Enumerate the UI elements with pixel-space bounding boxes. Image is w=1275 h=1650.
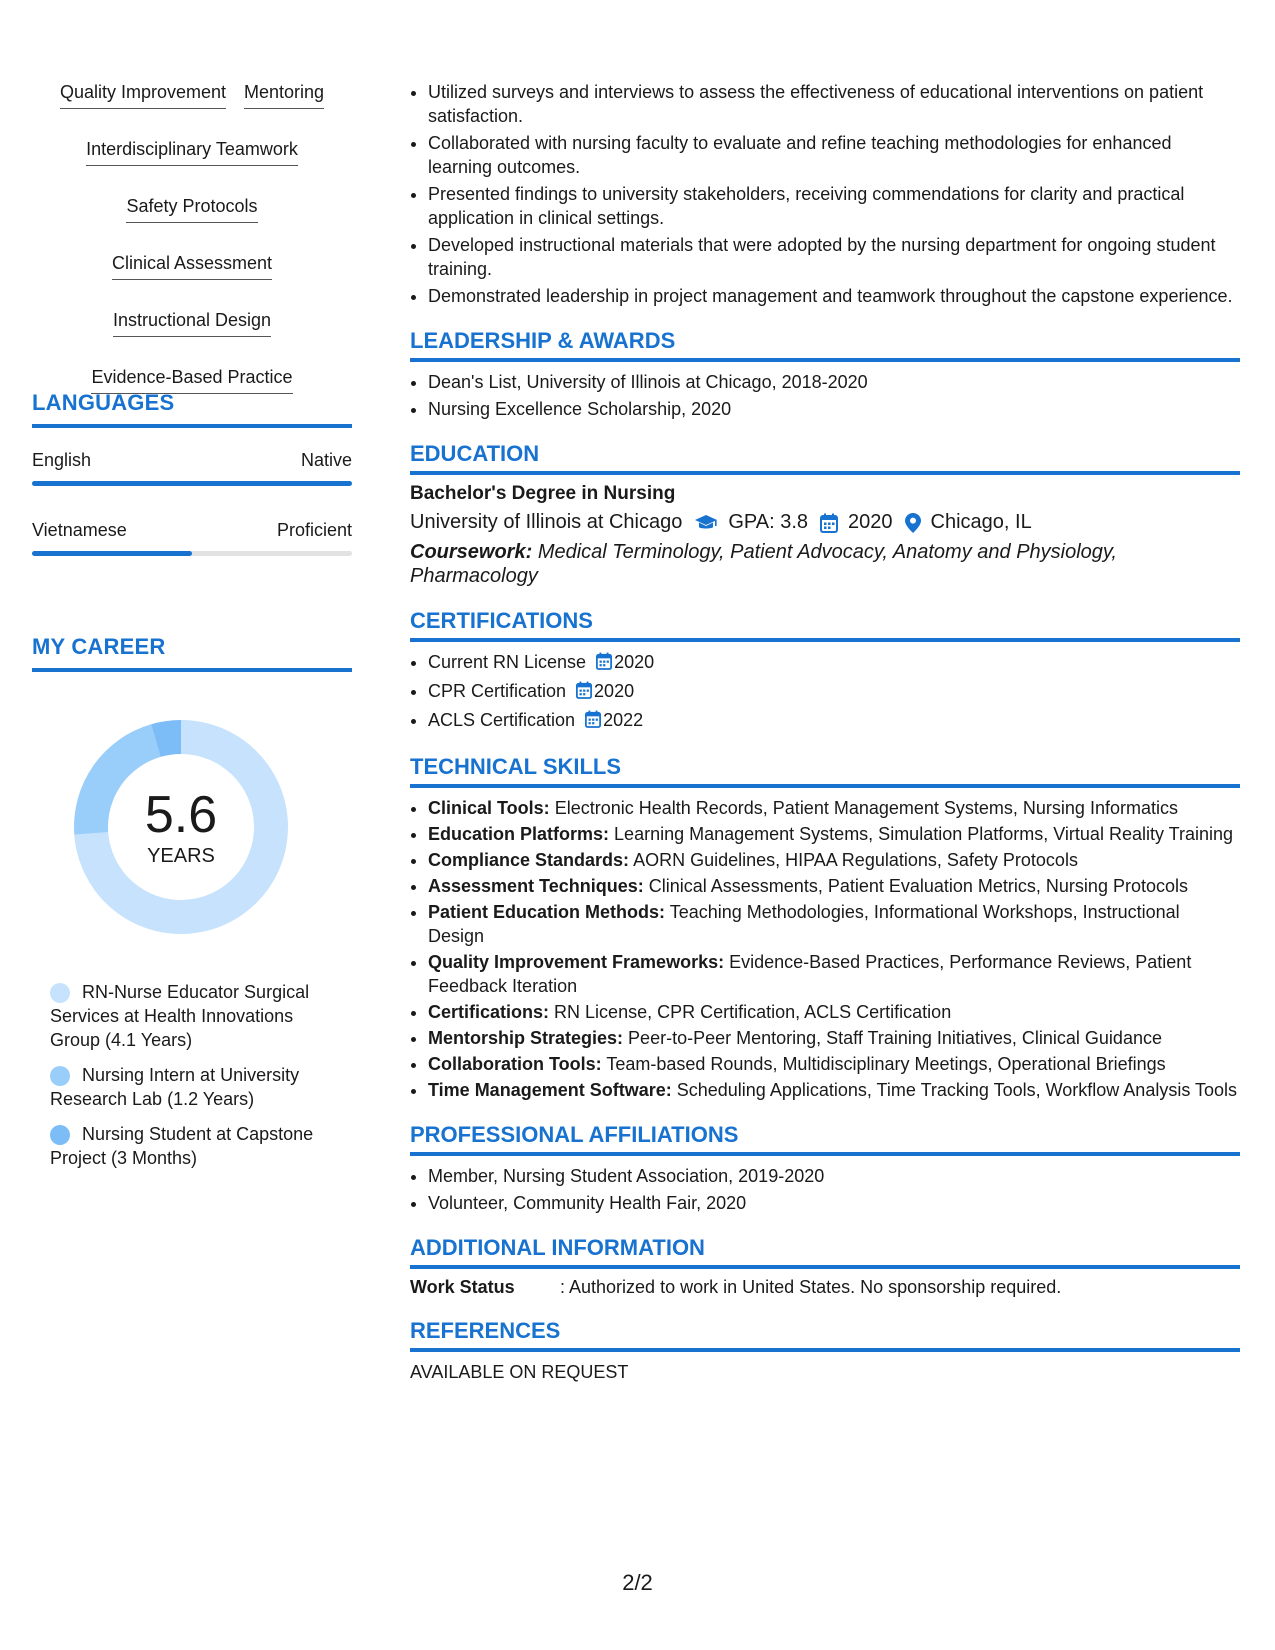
legend-dot-icon	[50, 1125, 70, 1145]
certification-year: 2020	[594, 681, 635, 701]
experience-bullets	[410, 80, 1240, 308]
education-year: 2020	[848, 511, 893, 533]
technical-skill-label: Mentorship Strategies:	[428, 1028, 624, 1048]
leadership-item: • Dean's List, University of Illinois at Chicago, 2018-2020	[428, 370, 1240, 394]
skill-tag: Clinical Assessment	[112, 251, 272, 280]
technical-skill-text: Clinical Assessments, Patient Evaluation Metrics, Nursing Protocols	[648, 876, 1188, 896]
language-bar-fill	[32, 551, 192, 556]
technical-skill-text: RN License, CPR Certification, ACLS Certification	[554, 1002, 952, 1022]
technical-skill-item	[428, 900, 1240, 948]
skill-tag: Quality Improvement	[60, 80, 226, 109]
career-legend-label: Nursing Intern at University Research Lab (1.2 Years)	[50, 1065, 300, 1109]
skill-tag: Safety Protocols	[126, 194, 257, 223]
certification-name: ACLS Certification	[428, 710, 576, 730]
references-text: AVAILABLE ON REQUEST	[410, 1362, 629, 1382]
experience-bullet: • Demonstrated leadership in project management and teamwork throughout the capstone experience.	[428, 284, 1240, 308]
experience-bullet: • Utilized surveys and interviews to assess the effectiveness of educational interventions on patient satisfaction.	[428, 80, 1240, 128]
affiliation-item: • Volunteer, Community Health Fair, 2020	[428, 1191, 1240, 1215]
certification-item	[428, 679, 1240, 705]
skill-tag: Instructional Design	[113, 308, 271, 337]
education-location: Chicago, IL	[930, 511, 1032, 533]
career-total: 5.6	[144, 785, 218, 844]
technical-skill-text: Peer-to-Peer Mentoring, Staff Training Initiatives, Clinical Guidance	[628, 1028, 1162, 1048]
technical-skill-label: Education Platforms:	[428, 824, 610, 844]
technical-skill-label: Certifications:	[428, 1002, 550, 1022]
technical-skill-label: Assessment Techniques:	[428, 876, 644, 896]
languages-title: LANGUAGES	[32, 390, 352, 428]
experience-bullet: • Presented findings to university stakeholders, receiving commendations for clarity and practical application in clinical settings.	[428, 182, 1240, 230]
experience-bullet: • Developed instructional materials that were adopted by the nursing department for ongoing student training.	[428, 233, 1240, 281]
education-degree: Bachelor's Degree in Nursing	[410, 483, 676, 504]
leadership-list	[410, 370, 1240, 421]
language-name: English	[32, 450, 92, 470]
career-unit: YEARS	[147, 844, 215, 867]
certifications-list	[410, 650, 1240, 734]
technical-skill-label: Compliance Standards:	[428, 850, 630, 870]
language-bar	[32, 481, 352, 486]
coursework-label: Coursework:	[410, 541, 533, 563]
technical-skill-item	[428, 1052, 1240, 1076]
legend-dot-icon	[50, 983, 70, 1003]
languages-list	[32, 450, 352, 556]
references-title: REFERENCES	[410, 1318, 1240, 1352]
location-pin-icon	[905, 513, 921, 533]
skills-list	[32, 80, 352, 394]
technical-skill-label: Clinical Tools:	[428, 798, 550, 818]
technical-skill-text: Electronic Health Records, Patient Management Systems, Nursing Informatics	[554, 798, 1178, 818]
career-title: MY CAREER	[32, 634, 352, 672]
language-bar-fill	[32, 481, 352, 486]
right-column	[410, 80, 1240, 1383]
certification-year: 2022	[603, 710, 644, 730]
technical-skill-label: Time Management Software:	[428, 1080, 672, 1100]
career-legend-item	[50, 1063, 340, 1111]
skill-tag: Evidence-Based Practice	[91, 365, 292, 394]
career-legend-item	[50, 1122, 340, 1170]
certifications-title: CERTIFICATIONS	[410, 608, 1240, 642]
education-coursework	[410, 540, 1240, 588]
technical-skill-text: AORN Guidelines, HIPAA Regulations, Safety Protocols	[633, 850, 1078, 870]
calendar-icon	[576, 681, 592, 705]
affiliations-title: PROFESSIONAL AFFILIATIONS	[410, 1122, 1240, 1156]
technical-skill-label: Collaboration Tools:	[428, 1054, 602, 1074]
work-status-row	[410, 1277, 1240, 1298]
calendar-icon	[585, 710, 601, 734]
technical-skill-item	[428, 1000, 1240, 1024]
language-name: Vietnamese	[32, 520, 127, 540]
affiliation-item: • Member, Nursing Student Association, 2019-2020	[428, 1164, 1240, 1188]
technical-skill-text: Scheduling Applications, Time Tracking Tools, Workflow Analysis Tools	[676, 1080, 1238, 1100]
skill-tag: Interdisciplinary Teamwork	[86, 137, 298, 166]
technical-skills-list	[410, 796, 1240, 1102]
technical-skill-item	[428, 950, 1240, 998]
certification-name: Current RN License	[428, 652, 587, 672]
language-level: Native	[300, 450, 352, 470]
work-status-label: Work Status	[410, 1277, 515, 1297]
work-status-value: : Authorized to work in United States. No sponsorship required.	[560, 1277, 1062, 1297]
education-details	[410, 511, 1240, 534]
leadership-title: LEADERSHIP & AWARDS	[410, 328, 1240, 362]
page-number: 2/2	[622, 1570, 653, 1595]
career-legend-label: Nursing Student at Capstone Project (3 Months)	[50, 1124, 314, 1168]
education-school: University of Illinois at Chicago	[410, 511, 683, 533]
language-row	[32, 450, 352, 471]
affiliations-list	[410, 1164, 1240, 1215]
certification-name: CPR Certification	[428, 681, 567, 701]
technical-skill-text: Evidence-Based Practices, Performance Reviews, Patient Feedback Iteration	[428, 952, 1192, 996]
technical-skill-item	[428, 822, 1240, 846]
certification-year: 2020	[614, 652, 655, 672]
career-legend	[50, 980, 340, 1170]
language-row	[32, 520, 352, 541]
calendar-icon	[820, 513, 838, 533]
education-gpa: GPA: 3.8	[728, 511, 809, 533]
left-column	[32, 80, 352, 1168]
career-donut-chart	[66, 712, 296, 942]
donut-center	[66, 712, 296, 942]
technical-skill-label: Patient Education Methods:	[428, 902, 666, 922]
technical-skills-title: TECHNICAL SKILLS	[410, 754, 1240, 788]
additional-info-title: ADDITIONAL INFORMATION	[410, 1235, 1240, 1269]
experience-bullet: • Collaborated with nursing faculty to evaluate and refine teaching methodologies for enhanced learning outcomes.	[428, 131, 1240, 179]
education-title: EDUCATION	[410, 441, 1240, 475]
coursework-text: Medical Terminology, Patient Advocacy, Anatomy and Physiology, Pharmacology	[410, 541, 1117, 587]
language-level: Proficient	[276, 520, 352, 540]
career-legend-item	[50, 980, 340, 1052]
language-bar	[32, 551, 352, 556]
languages-section	[32, 390, 352, 556]
calendar-icon	[596, 652, 612, 676]
legend-dot-icon	[50, 1066, 70, 1086]
technical-skill-item	[428, 796, 1240, 820]
graduation-cap-icon	[694, 514, 718, 532]
leadership-item: • Nursing Excellence Scholarship, 2020	[428, 397, 1240, 421]
certification-item	[428, 650, 1240, 676]
technical-skill-item	[428, 1078, 1240, 1102]
technical-skill-item	[428, 1026, 1240, 1050]
technical-skill-text: Learning Management Systems, Simulation Platforms, Virtual Reality Training	[614, 824, 1233, 844]
skill-tag: Mentoring	[244, 80, 324, 109]
technical-skill-item	[428, 848, 1240, 872]
certification-item	[428, 708, 1240, 734]
career-legend-label: RN-Nurse Educator Surgical Services at Health Innovations Group (4.1 Years)	[50, 982, 310, 1050]
technical-skill-item	[428, 874, 1240, 898]
career-section	[32, 634, 352, 1181]
technical-skill-text: Team-based Rounds, Multidisciplinary Meetings, Operational Briefings	[606, 1054, 1166, 1074]
technical-skill-label: Quality Improvement Frameworks:	[428, 952, 725, 972]
technical-skill-text: Teaching Methodologies, Informational Workshops, Instructional Design	[428, 902, 1180, 946]
